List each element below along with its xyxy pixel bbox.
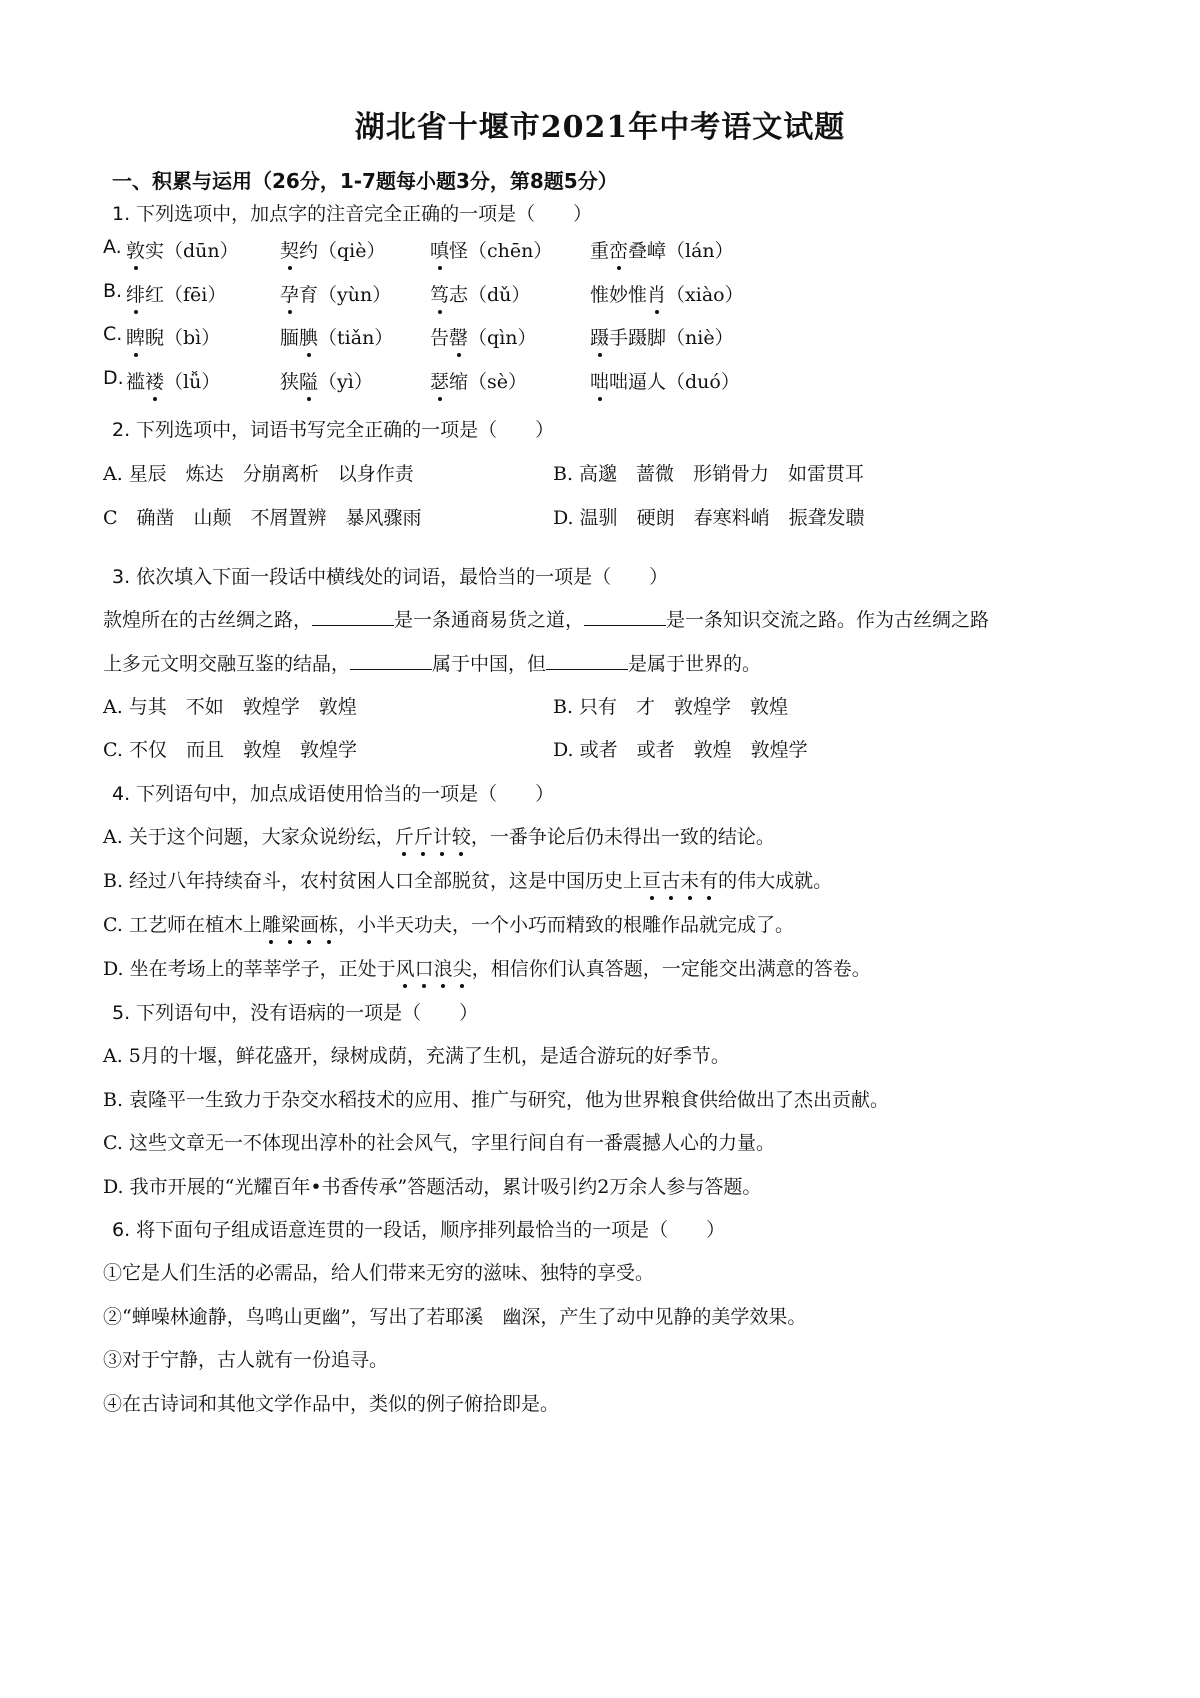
blank-line [350,653,432,670]
page-title: 湖北省十堰市2021年中考语文试题 [354,110,846,145]
question-1-stem: 1. 下列选项中，加点字的注音完全正确的一项是（ ） [112,203,593,225]
dotted-character: 亘 [642,866,661,893]
dotted-character: 隘 [299,367,318,394]
option-label: D. [103,367,124,389]
pinyin-option: 蹑手蹑脚（niè） [590,323,734,350]
section-heading: 一、积累与运用（26分，1-7题每小题3分，第8题5分） [112,169,618,193]
dotted-character: 尖 [453,954,472,981]
pinyin-option: 告罄（qìn） [430,323,537,350]
dotted-character: 风 [396,954,415,981]
dotted-character: 有 [699,866,718,893]
option-label: C. [103,323,123,345]
option-label: B. [103,280,123,302]
question-5-option-b: B. 袁隆平一生致力于杂交水稻技术的应用、推广与研究，他为世界粮食供给做出了杰出贡献。 [103,1089,890,1111]
question-2-stem: 2. 下列选项中，词语书写完全正确的一项是（ ） [112,419,555,441]
dotted-character: 画 [300,910,319,937]
question-5-stem: 5. 下列语句中，没有语病的一项是（ ） [112,1002,479,1024]
pinyin-option: 嗔怪（chēn） [430,236,552,263]
blank-line [584,609,666,626]
pinyin-option: 瑟缩（sè） [430,367,527,394]
question-3-stem: 3. 依次填入下面一段话中横线处的词语，最恰当的一项是（ ） [112,566,669,588]
passage-text: 是一条知识交流之路。作为古丝绸之路 [666,609,990,631]
dotted-character: 瑟 [430,367,449,394]
question-5-option-a: A. 5月的十堰，鲜花盛开，绿树成荫，充满了生机，是适合游玩的好季节。 [103,1045,730,1067]
dotted-character: 敦 [126,236,145,263]
question-6-sentence-2: ②“蝉噪林逾静，鸟鸣山更幽”，写出了若耶溪 幽深，产生了动中见静的美学效果。 [103,1306,807,1328]
pinyin-option: 褴褛（lǚ） [126,367,220,394]
blank-line [312,609,394,626]
question-5-option-d: D. 我市开展的“光耀百年•书香传承”答题活动，累计吸引约2万余人参与答题。 [103,1176,762,1198]
question-4-stem: 4. 下列语句中，加点成语使用恰当的一项是（ ） [112,783,555,805]
question-3-passage-line-2 [103,649,761,676]
dotted-character: 蹑 [590,323,609,350]
dotted-character: 浪 [434,954,453,981]
pinyin-option: 契约（qiè） [280,236,386,263]
dotted-character: 峦 [609,236,628,263]
dotted-character: 褛 [145,367,164,394]
dotted-character: 嗔 [430,236,449,263]
question-2-option-d: D. 温驯 硬朗 春寒料峭 振聋发聩 [553,507,865,529]
question-4-option-a: A. 关于这个问题，大家众说纷纭，斤斤计较，一番争论后仍未得出一致的结论。 [103,822,775,849]
question-3-passage-line-1 [103,605,989,632]
dotted-character: 梁 [281,910,300,937]
question-6-sentence-1: ①它是人们生活的必需品，给人们带来无穷的滋味、独特的享受。 [103,1262,655,1284]
question-2-option-c: C 确凿 山颠 不屑置辨 暴风骤雨 [103,507,422,529]
question-3-option-b: B. 只有 才 敦煌学 敦煌 [553,696,789,718]
dotted-character: 罄 [449,323,468,350]
dotted-character: 契 [280,236,299,263]
pinyin-option: 睥睨（bì） [126,323,220,350]
pinyin-option: 狭隘（yì） [280,367,373,394]
pinyin-option: 咄咄逼人（duó） [590,367,740,394]
pinyin-option: 笃志（dǔ） [430,280,530,307]
dotted-character: 绯 [126,280,145,307]
question-2-option-a: A. 星辰 炼达 分崩离析 以身作责 [103,463,414,485]
dotted-character: 未 [680,866,699,893]
question-6-stem: 6. 将下面句子组成语意连贯的一段话，顺序排列最恰当的一项是（ ） [112,1219,726,1241]
blank-line [546,653,628,670]
question-2-option-b: B. 高邈 蔷微 形销骨力 如雷贯耳 [553,463,865,485]
question-4-option-d: D. 坐在考场上的莘莘学子，正处于风口浪尖，相信你们认真答题，一定能交出满意的答卷。 [103,954,871,981]
question-3-option-a: A. 与其 不如 敦煌学 敦煌 [103,696,357,718]
pinyin-option: 惟妙惟肖（xiào） [590,280,744,307]
dotted-character: 雕 [262,910,281,937]
dotted-character: 斤 [414,822,433,849]
dotted-character: 腆 [299,323,318,350]
passage-text: 是属于世界的。 [628,653,762,675]
dotted-character: 斤 [395,822,414,849]
pinyin-option: 重峦叠嶂（lán） [590,236,734,263]
dotted-character: 栋 [319,910,338,937]
dotted-character: 计 [433,822,452,849]
dotted-character: 睥 [126,323,145,350]
passage-text: 是一条通商易货之道， [394,609,585,631]
dotted-character: 咄 [590,367,609,394]
question-3-option-d: D. 或者 或者 敦煌 敦煌学 [553,739,808,761]
passage-text: 款煌所在的古丝绸之路， [103,609,313,631]
pinyin-option: 绯红（fēi） [126,280,226,307]
question-4-option-b: B. 经过八年持续奋斗，农村贫困人口全部脱贫，这是中国历史上亘古未有的伟大成就。 [103,866,832,893]
pinyin-option: 敦实（dūn） [126,236,239,263]
question-4-option-c: C. 工艺师在植木上雕梁画栋，小半天功夫，一个小巧而精致的根雕作品就完成了。 [103,910,794,937]
dotted-character: 笃 [430,280,449,307]
question-6-sentence-3: ③对于宁静，古人就有一份追寻。 [103,1349,389,1371]
pinyin-option: 孕育（yùn） [280,280,391,307]
pinyin-option: 腼腆（tiǎn） [280,323,393,350]
passage-text: 属于中国，但 [432,653,547,675]
dotted-character: 较 [452,822,471,849]
dotted-character: 肖 [647,280,666,307]
question-5-option-c: C. 这些文章无一不体现出淳朴的社会风气，字里行间自有一番震撼人心的力量。 [103,1132,775,1154]
dotted-character: 口 [415,954,434,981]
question-6-sentence-4: ④在古诗词和其他文学作品中，类似的例子俯拾即是。 [103,1393,560,1415]
dotted-character: 孕 [280,280,299,307]
dotted-character: 古 [661,866,680,893]
option-label: A. [103,236,122,258]
passage-text: 上多元文明交融互鉴的结晶， [103,653,351,675]
question-3-option-c: C. 不仅 而且 敦煌 敦煌学 [103,739,357,761]
